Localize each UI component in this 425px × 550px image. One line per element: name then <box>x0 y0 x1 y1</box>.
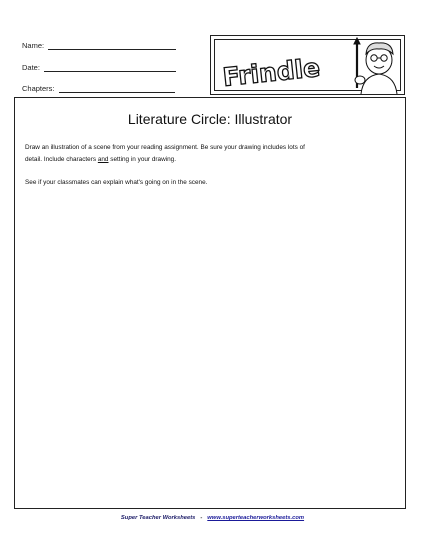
date-blank[interactable] <box>44 62 176 72</box>
boy-with-pen-icon <box>354 38 397 94</box>
book-logo-box <box>210 35 405 95</box>
activity-box <box>14 97 406 509</box>
chapters-field <box>22 83 175 93</box>
name-label: Name: <box>22 41 45 50</box>
instruction-paragraph-1 <box>25 142 397 165</box>
footer-separator: - <box>200 515 203 521</box>
book-title-logo: Frindle <box>221 52 322 93</box>
footer <box>0 515 425 521</box>
instruction-line-1: Draw an illustration of a scene from your reading assignment. Be sure your drawing includes lots of <box>25 144 305 151</box>
date-label: Date: <box>22 63 40 72</box>
chapters-blank[interactable] <box>59 83 175 93</box>
name-field <box>22 40 176 50</box>
chapters-label: Chapters: <box>22 84 55 93</box>
underlined-word: and <box>97 155 109 163</box>
instruction-line-2-end: setting in your drawing. <box>108 155 176 163</box>
footer-brand: Super Teacher Worksheets <box>120 515 196 521</box>
page-title: Literature Circle: Illustrator <box>127 111 293 127</box>
footer-url-link[interactable]: www.superteacherworksheets.com <box>207 515 305 521</box>
date-field <box>22 62 176 72</box>
instruction-line-2-start: detail. Include characters <box>25 155 98 163</box>
book-logo <box>211 36 406 96</box>
instruction-paragraph-2: See if your classmates can explain what's going on in the scene. <box>25 179 208 186</box>
name-blank[interactable] <box>48 40 176 50</box>
